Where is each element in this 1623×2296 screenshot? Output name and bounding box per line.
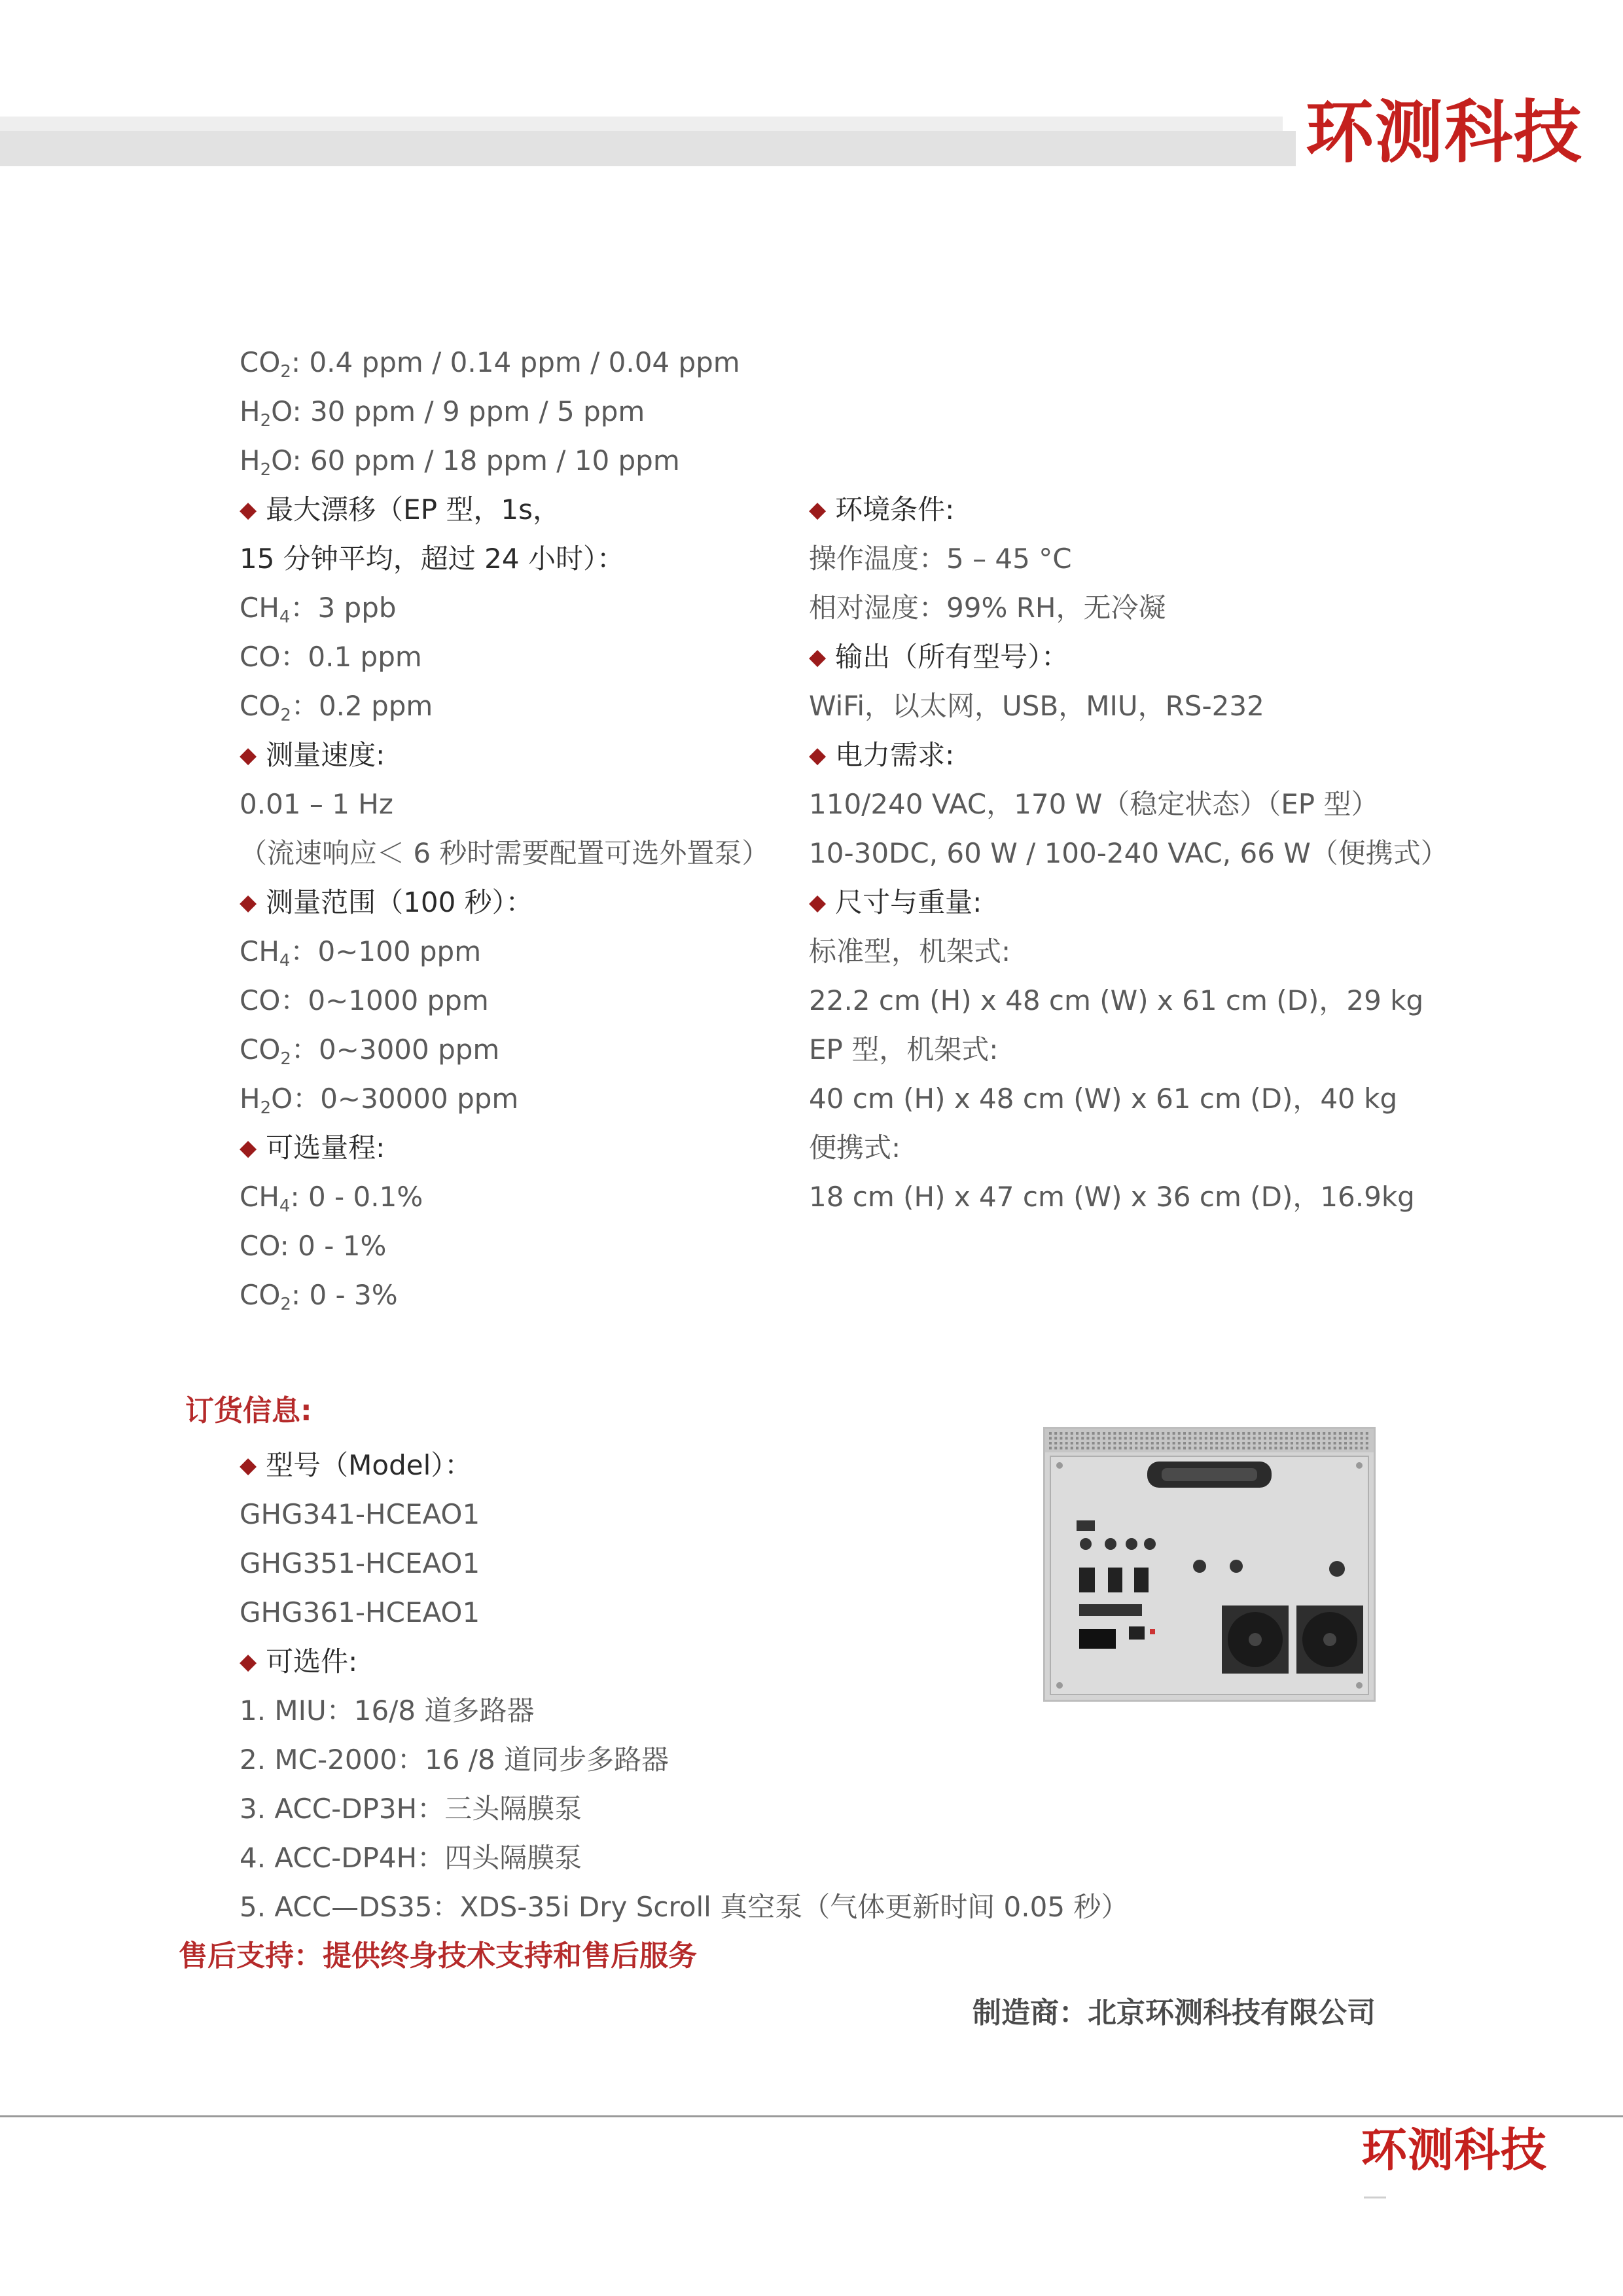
product-photo <box>1043 1427 1376 1702</box>
spec-text: 环境条件: <box>835 493 955 526</box>
spec-line <box>240 935 481 969</box>
spec-heading <box>240 493 560 529</box>
spec-line <box>240 984 489 1018</box>
spec-line <box>240 1082 518 1116</box>
spec-text: ：3 ppb <box>290 592 397 624</box>
header-band <box>0 131 1296 166</box>
subscript: 4 <box>279 951 291 971</box>
diamond-bullet-icon: ◆ <box>809 742 827 768</box>
spec-line <box>240 1180 423 1214</box>
spec-line <box>809 836 1448 870</box>
spec-text: 最大漂移（EP 型，1s， <box>266 493 560 526</box>
subscript: 4 <box>279 607 291 627</box>
spec-line <box>809 1180 1415 1214</box>
subscript: 2 <box>260 411 272 431</box>
brand-logo-bottom: 环测科技 <box>1361 2123 1547 2177</box>
spec-text: : 0 - 0.1% <box>290 1181 423 1213</box>
order-text: 型号（Model）： <box>266 1449 473 1481</box>
order-line <box>240 1694 534 1728</box>
diamond-bullet-icon: ◆ <box>240 1452 257 1479</box>
order-line <box>240 1792 582 1826</box>
spec-text: 操作温度：5 – 45 °C <box>809 543 1072 575</box>
subscript: 2 <box>280 1295 291 1314</box>
spec-line <box>240 444 680 478</box>
diamond-bullet-icon: ◆ <box>240 889 257 916</box>
spec-line <box>240 1278 398 1312</box>
spec-text: ：0~3000 ppm <box>291 1033 500 1066</box>
spec-heading <box>809 738 954 774</box>
spec-text: O: 60 ppm / 18 ppm / 10 ppm <box>271 444 680 476</box>
order-line <box>240 1743 669 1777</box>
spec-heading <box>240 1131 385 1167</box>
spec-text: : 0 - 3% <box>291 1279 398 1311</box>
spec-line <box>809 935 1010 969</box>
spec-line <box>809 984 1423 1018</box>
subscript: 2 <box>280 362 291 382</box>
spec-text: 22.2 cm (H) x 48 cm (W) x 61 cm (D)，29 kg <box>809 984 1424 1016</box>
spec-text: EP 型，机架式: <box>809 1033 999 1066</box>
order-line <box>240 1547 480 1581</box>
spec-text: WiFi，以太网，USB，MIU，RS-232 <box>809 690 1264 722</box>
order-info-title: 订货信息: <box>185 1394 312 1427</box>
spec-text: 40 cm (H) x 48 cm (W) x 61 cm (D)，40 kg <box>809 1083 1398 1115</box>
subscript: 2 <box>280 706 291 725</box>
subscript: 2 <box>260 1098 272 1118</box>
order-text: 1. MIU：16/8 道多路器 <box>240 1695 535 1727</box>
spec-text: 110/240 VAC，170 W（稳定状态）（EP 型） <box>809 788 1379 820</box>
spec-text: 尺寸与重量: <box>835 886 982 918</box>
diamond-bullet-icon: ◆ <box>240 1649 257 1675</box>
spec-line <box>240 346 740 380</box>
spec-text: CO：0~1000 ppm <box>240 984 489 1016</box>
spec-text: 0.01 – 1 Hz <box>240 788 393 820</box>
spec-text: CH <box>240 1181 279 1213</box>
order-text: 4. ACC-DP4H：四头隔膜泵 <box>240 1842 582 1874</box>
spec-text: H <box>240 1083 260 1115</box>
spec-heading <box>809 640 1069 676</box>
header-band-light <box>0 117 1283 131</box>
spec-line <box>809 689 1264 723</box>
spec-text: （流速响应＜ 6 秒时需要配置可选外置泵） <box>240 837 770 869</box>
spec-heading <box>240 738 385 774</box>
order-text: 3. ACC-DP3H：三头隔膜泵 <box>240 1793 582 1825</box>
diamond-bullet-icon: ◆ <box>809 889 827 916</box>
spec-text: H <box>240 395 260 427</box>
order-line <box>240 1890 1128 1924</box>
spec-line <box>240 542 624 576</box>
spec-text: O: 30 ppm / 9 ppm / 5 ppm <box>271 395 645 427</box>
manufacturer: 制造商：北京环测科技有限公司 <box>972 1996 1376 2030</box>
spec-text: 电力需求: <box>835 739 955 771</box>
order-text: 5. ACC—DS35：XDS-35i Dry Scroll 真空泵（气体更新时间 0.05 秒） <box>240 1891 1129 1923</box>
spec-text: CH <box>240 935 279 967</box>
spec-line <box>809 542 1072 576</box>
spec-text: ：0.2 ppm <box>291 690 433 722</box>
footer-divider <box>0 2115 1623 2117</box>
spec-line <box>240 1033 499 1067</box>
spec-text: 测量速度: <box>266 739 385 771</box>
spec-text: 输出（所有型号）： <box>835 641 1069 673</box>
diamond-bullet-icon: ◆ <box>240 1135 257 1161</box>
order-text: GHG361-HCEAO1 <box>240 1596 480 1628</box>
spec-line <box>240 640 422 674</box>
spec-text: ：0~100 ppm <box>290 935 482 967</box>
spec-text: CO <box>240 690 281 722</box>
order-line <box>240 1841 582 1875</box>
order-line <box>240 1596 480 1630</box>
diamond-bullet-icon: ◆ <box>809 644 827 670</box>
brand-logo-top: 环测科技 <box>1306 92 1584 172</box>
diamond-bullet-icon: ◆ <box>809 497 827 523</box>
order-text: GHG351-HCEAO1 <box>240 1547 480 1579</box>
spec-text: CH <box>240 592 279 624</box>
spec-line <box>809 1082 1397 1116</box>
spec-line <box>809 1033 998 1067</box>
spec-text: 10-30DC, 60 W / 100-240 VAC, 66 W（便携式） <box>809 837 1448 869</box>
spec-line <box>809 1131 901 1165</box>
subscript: 2 <box>280 1049 291 1069</box>
spec-text: 18 cm (H) x 47 cm (W) x 36 cm (D)，16.9kg <box>809 1181 1415 1213</box>
spec-text: 便携式: <box>809 1132 901 1164</box>
spec-text: 15 分钟平均，超过 24 小时）： <box>240 543 624 575</box>
spec-text: H <box>240 444 260 476</box>
after-sales-support: 售后支持：提供终身技术支持和售后服务 <box>179 1939 697 1973</box>
spec-text: CO：0.1 ppm <box>240 641 422 673</box>
spec-text: CO: 0 - 1% <box>240 1230 387 1262</box>
spec-text: : 0.4 ppm / 0.14 ppm / 0.04 ppm <box>291 346 740 378</box>
subscript: 2 <box>260 460 272 480</box>
spec-line <box>240 1229 386 1263</box>
spec-line <box>240 836 769 870</box>
spec-heading <box>809 493 954 529</box>
spec-text: CO <box>240 1279 281 1311</box>
diamond-bullet-icon: ◆ <box>240 742 257 768</box>
order-text: 2. MC-2000：16 /8 道同步多路器 <box>240 1744 669 1776</box>
order-line <box>240 1498 480 1532</box>
subscript: 4 <box>279 1196 291 1216</box>
order-text: 可选件: <box>266 1645 358 1677</box>
spec-text: 可选量程: <box>266 1132 385 1164</box>
spec-line <box>809 787 1378 821</box>
spec-text: 标准型，机架式: <box>809 935 1011 967</box>
spec-line <box>809 591 1166 625</box>
diamond-bullet-icon: ◆ <box>240 497 257 523</box>
order-text: GHG341-HCEAO1 <box>240 1498 480 1530</box>
spec-text: CO <box>240 1033 281 1066</box>
footer-dash <box>1364 2197 1386 2198</box>
spec-text: 测量范围（100 秒）： <box>266 886 533 918</box>
spec-text: CO <box>240 346 281 378</box>
spec-line <box>240 689 433 723</box>
spec-line <box>240 787 393 821</box>
spec-heading <box>809 886 982 922</box>
spec-text: O：0~30000 ppm <box>271 1083 519 1115</box>
spec-line <box>240 591 397 625</box>
order-heading <box>240 1448 472 1484</box>
order-heading <box>240 1645 357 1681</box>
spec-text: 相对湿度：99% RH，无冷凝 <box>809 592 1166 624</box>
spec-heading <box>240 886 533 922</box>
spec-line <box>240 395 645 429</box>
